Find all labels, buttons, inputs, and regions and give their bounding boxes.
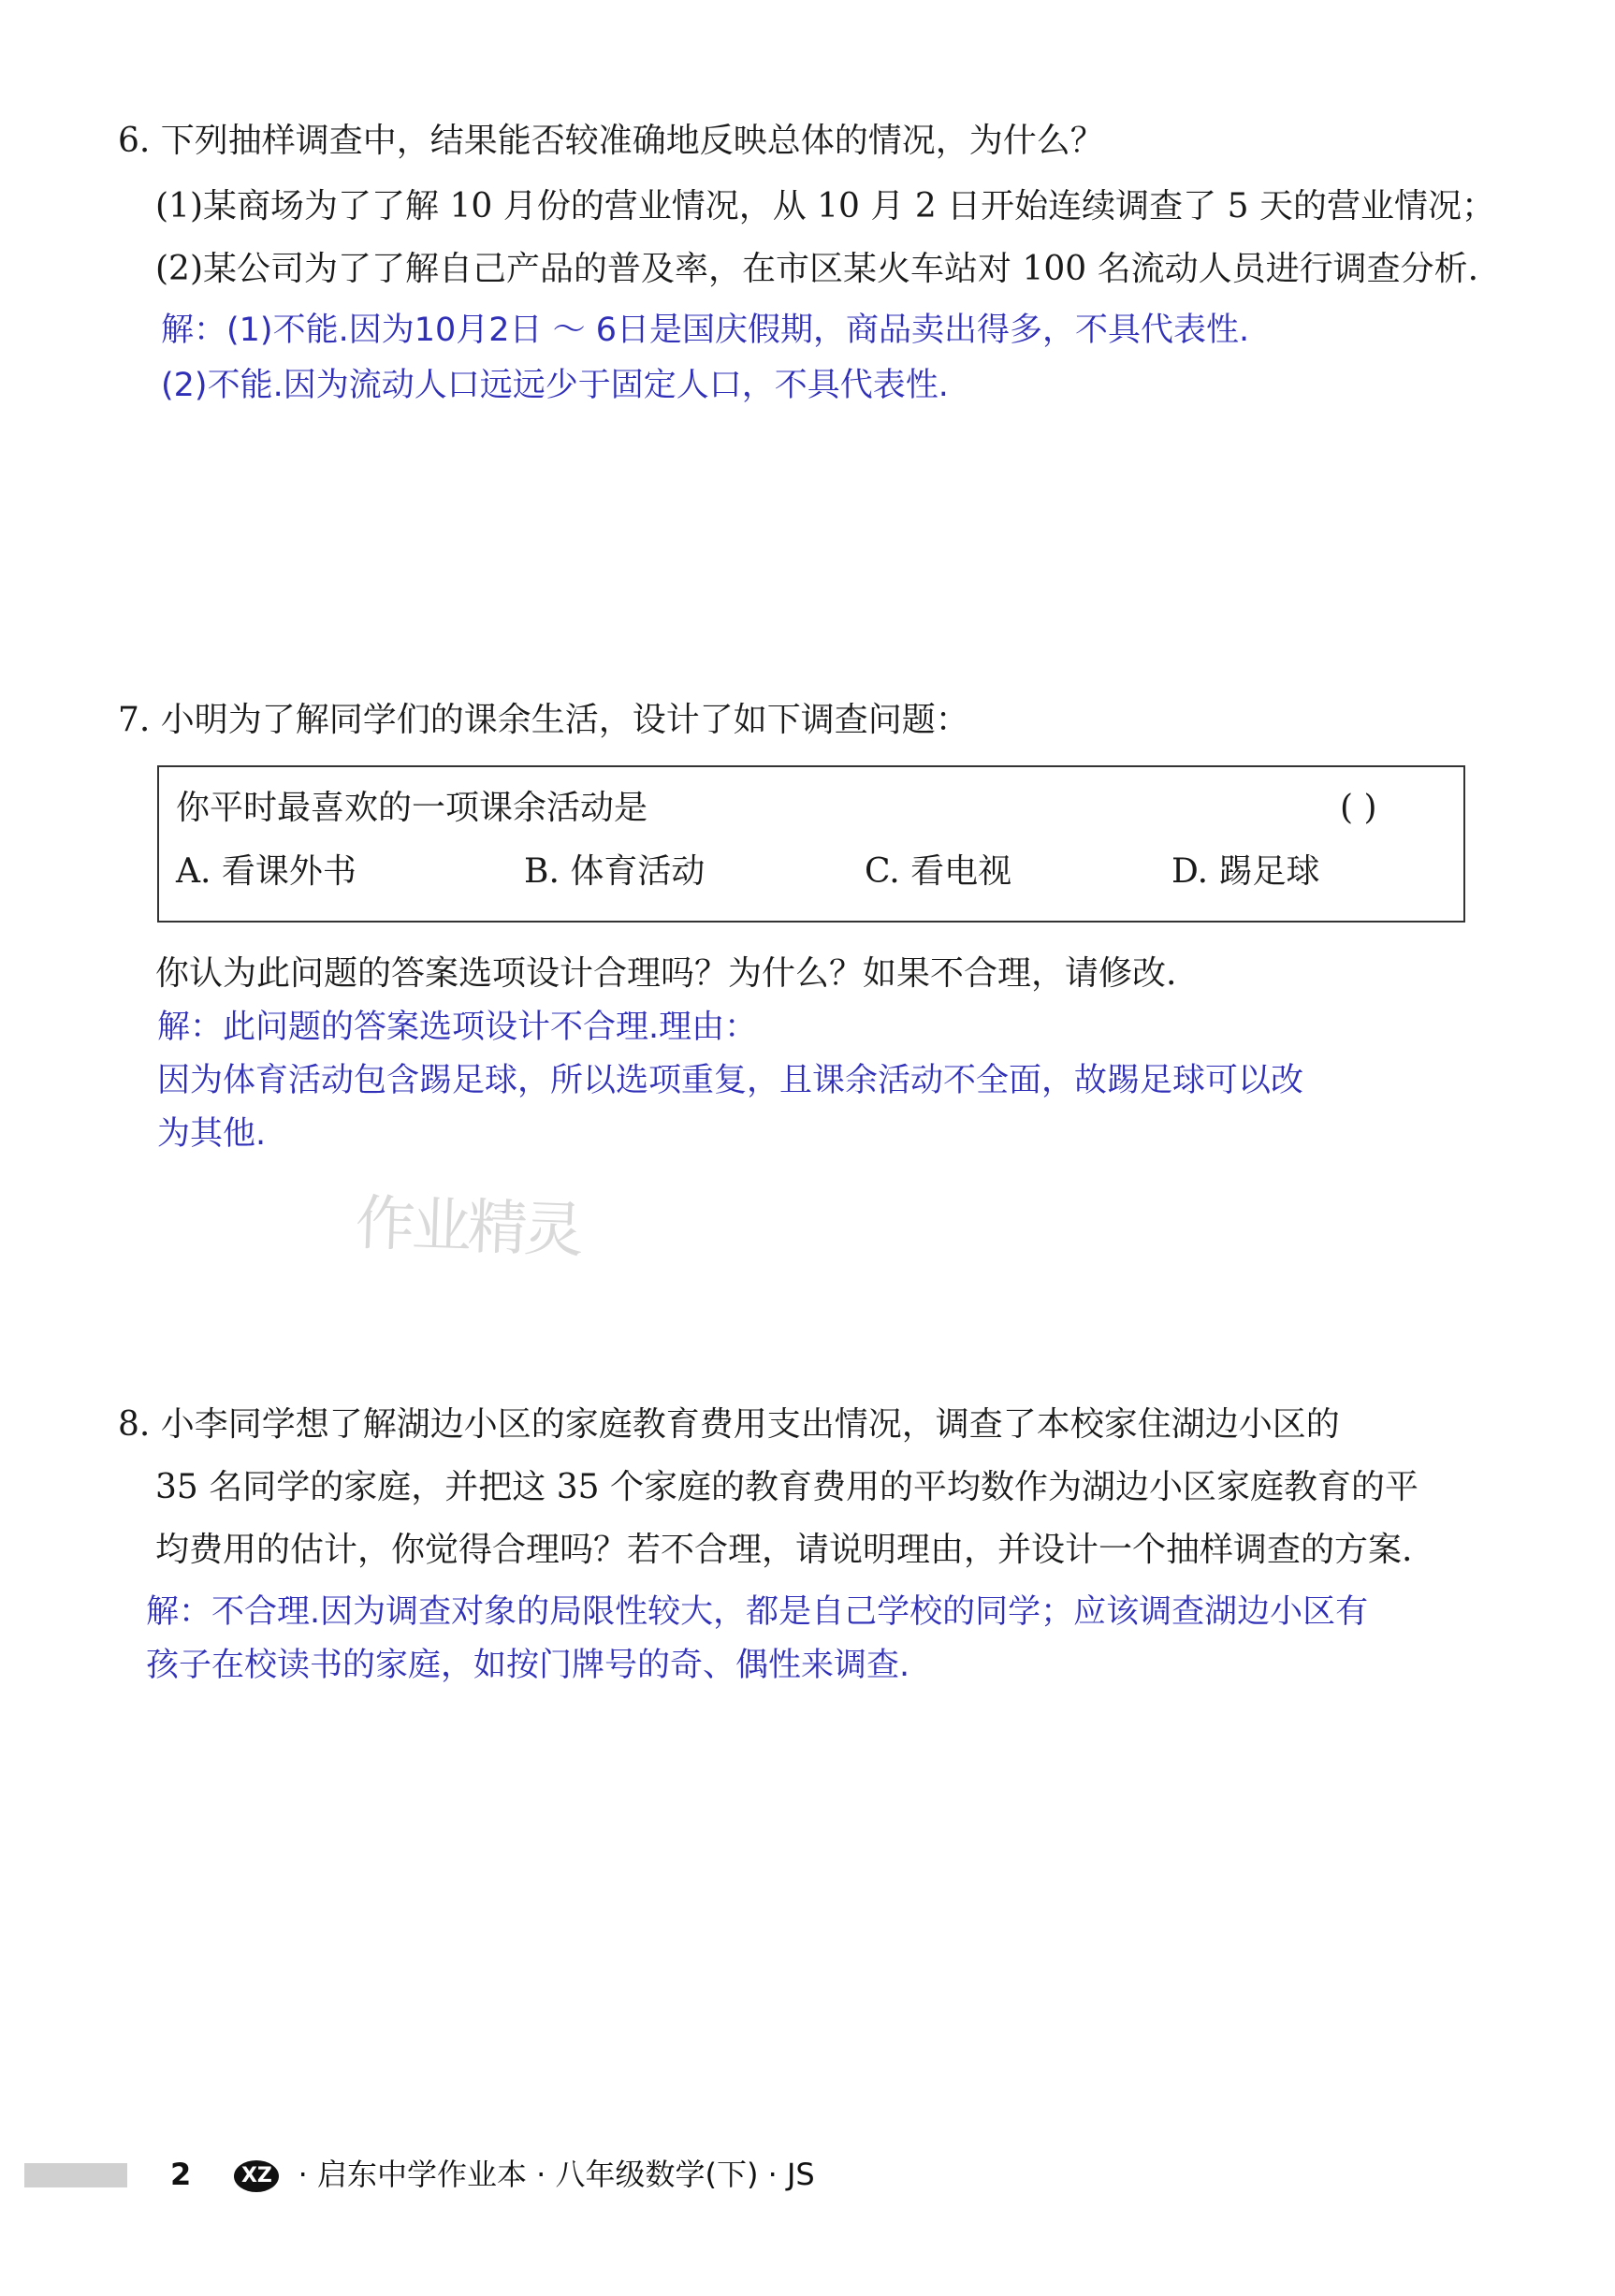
book-title: · 启东中学作业本 · 八年级数学(下) · JS	[298, 2157, 815, 2192]
q6-item-2: (2)某公司为了了解自己产品的普及率，在市区某火车站对 100 名流动人员进行调查分析.	[155, 250, 1479, 288]
q8-answer-2: 孩子在校读书的家庭，如按门牌号的奇、偶性来调查.	[146, 1647, 910, 1684]
q6-item-1: (1)某商场为了了解 10 月份的营业情况，从 10 月 2 日开始连续调查了 5 天的营业情况；	[155, 187, 1495, 225]
q6-stem: 6. 下列抽样调查中，结果能否较准确地反映总体的情况，为什么？	[118, 122, 1104, 160]
q7-answer-2: 因为体育活动包含踢足球，所以选项重复，且课余活动不全面，故踢足球可以改	[157, 1062, 1304, 1099]
watermark-logo: 作业精灵	[354, 1188, 582, 1267]
q7-option-a: A. 看课外书	[176, 852, 356, 891]
q7-box-question: 你平时最喜欢的一项课余活动是	[176, 789, 648, 827]
footer-gray-bar	[24, 2163, 127, 2187]
q7-stem: 7. 小明为了解同学们的课余生活，设计了如下调查问题：	[118, 701, 969, 739]
q7-question-box	[157, 765, 1465, 923]
q7-option-b: B. 体育活动	[524, 852, 706, 891]
q7-answer-1: 解：此问题的答案选项设计不合理.理由：	[157, 1009, 758, 1046]
q8-line-1: 8. 小李同学想了解湖边小区的家庭教育费用支出情况，调查了本校家住湖边小区的	[118, 1405, 1340, 1444]
q7-answer-3: 为其他.	[157, 1115, 267, 1153]
q7-answer-bracket: ( )	[1340, 789, 1377, 827]
q7-prompt: 你认为此问题的答案选项设计合理吗？为什么？如果不合理，请修改.	[155, 954, 1177, 993]
q7-option-d: D. 踢足球	[1171, 852, 1320, 891]
q6-answer-1: 解：(1)不能.因为10月2日 ～ 6日是国庆假期，商品卖出得多，不具代表性.	[161, 312, 1250, 349]
q8-answer-1: 解：不合理.因为调查对象的局限性较大，都是自己学校的同学；应该调查湖边小区有	[146, 1593, 1369, 1631]
q8-line-3: 均费用的估计，你觉得合理吗？若不合理，请说明理由，并设计一个抽样调查的方案.	[155, 1531, 1413, 1569]
page-footer	[170, 2154, 815, 2195]
publisher-logo: XZ	[234, 2160, 279, 2192]
q6-answer-2: (2)不能.因为流动人口远远少于固定人口，不具代表性.	[161, 367, 949, 404]
q8-line-2: 35 名同学的家庭，并把这 35 个家庭的教育费用的平均数作为湖边小区家庭教育的平	[155, 1468, 1419, 1506]
page-number: 2	[170, 2157, 192, 2192]
q7-option-c: C. 看电视	[865, 852, 1012, 891]
